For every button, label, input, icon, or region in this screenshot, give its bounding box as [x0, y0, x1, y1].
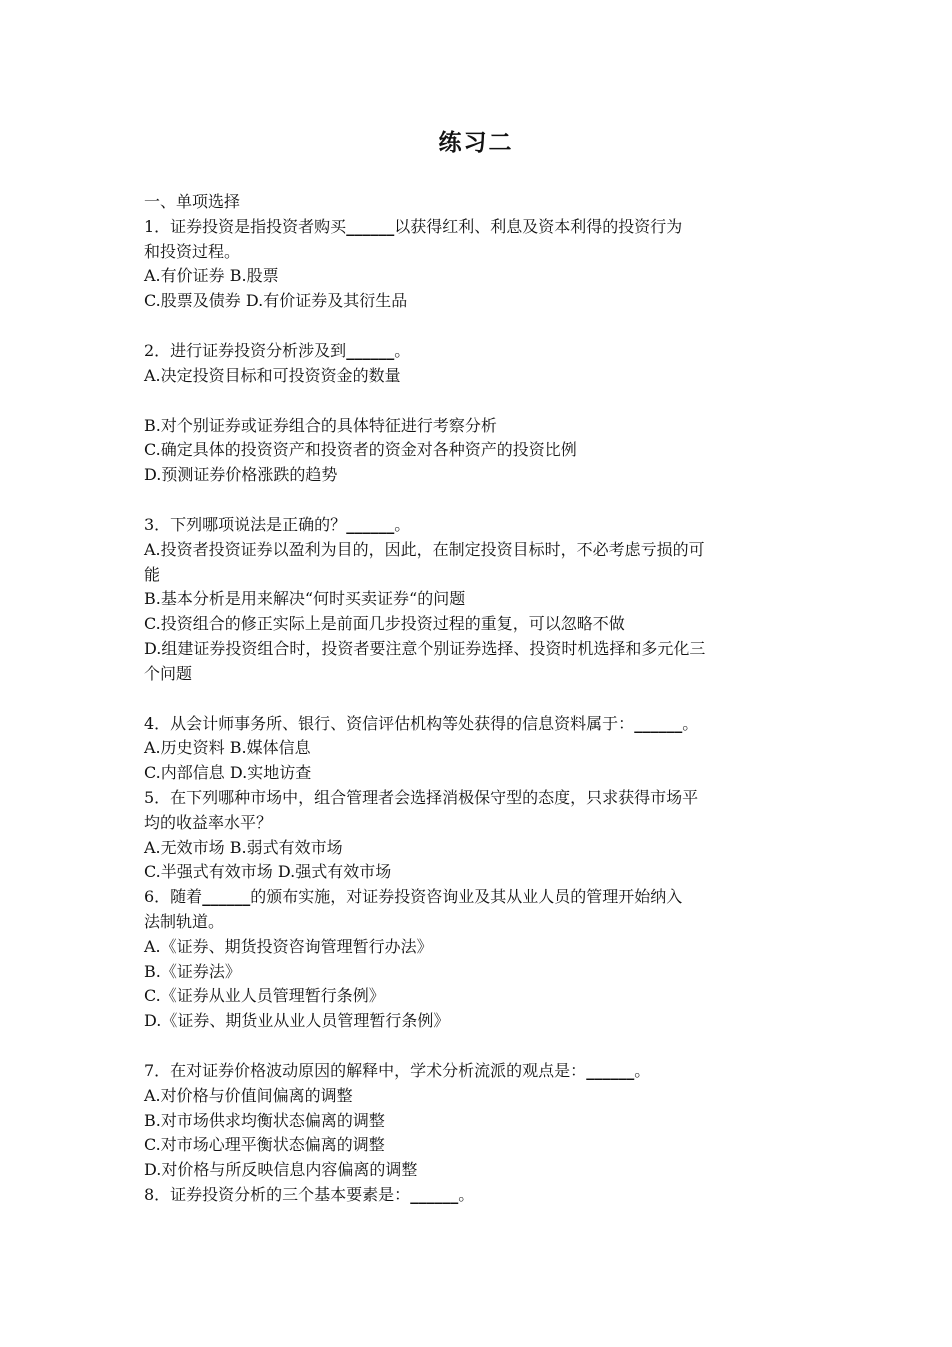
- option-line: 个问题: [144, 663, 193, 683]
- spacer: [144, 314, 812, 339]
- option-line: D.预测证券价格涨跌的趋势: [144, 465, 338, 485]
- option-line: A.对价格与价值间偏离的调整: [144, 1085, 353, 1105]
- answer-blank: ______: [634, 713, 683, 733]
- option-line: C.股票及债券 D.有价证券及其衍生品: [144, 291, 408, 311]
- option-line: D.对价格与所反映信息内容偏离的调整: [144, 1160, 418, 1180]
- answer-blank: ______: [346, 216, 395, 236]
- option-line: B.《证券法》: [144, 961, 241, 981]
- option-line: C.内部信息 D.实地访查: [144, 763, 312, 783]
- spacer: [144, 488, 812, 513]
- answer-blank: ______: [346, 514, 395, 534]
- question-stem-continued: 法制轨道。: [144, 911, 225, 931]
- option-line: A.投资者投资证券以盈利为目的，因此，在制定投资目标时，不必考虑亏损的可: [144, 539, 705, 559]
- option-line: A.有价证券 B.股票: [144, 266, 279, 286]
- exercise-content: [144, 190, 812, 1208]
- spacer: [144, 687, 812, 712]
- question-stem: 8．证券投资分析的三个基本要素是：______。: [144, 1184, 475, 1204]
- option-line: A.无效市场 B.弱式有效市场: [144, 837, 343, 857]
- question-stem: 4．从会计师事务所、银行、资信评估机构等处获得的信息资料属于：______。: [144, 713, 699, 733]
- question-stem: 7．在对证券价格波动原因的解释中，学术分析流派的观点是：______。: [144, 1060, 651, 1080]
- option-line: B.基本分析是用来解决“何时买卖证券“的问题: [144, 589, 466, 609]
- question-stem: 2．进行证券投资分析涉及到______。: [144, 340, 411, 360]
- answer-blank: ______: [346, 340, 395, 360]
- question-stem-continued: 和投资过程。: [144, 241, 241, 261]
- option-line: C.《证券从业人员管理暂行条例》: [144, 986, 385, 1006]
- option-line: A.决定投资目标和可投资资金的数量: [144, 365, 401, 385]
- page-title: 练习二: [438, 130, 514, 156]
- option-line: 能: [144, 564, 161, 584]
- option-line: C.投资组合的修正实际上是前面几步投资过程的重复，可以忽略不做: [144, 614, 625, 634]
- answer-blank: ______: [410, 1184, 459, 1204]
- question-stem: 5．在下列哪种市场中，组合管理者会选择消极保守型的态度，只求获得市场平: [144, 787, 699, 807]
- question-stem: 3．下列哪项说法是正确的？______。: [144, 514, 411, 534]
- option-line: C.半强式有效市场 D.强式有效市场: [144, 862, 392, 882]
- option-line: D.组建证券投资组合时，投资者要注意个别证券选择、投资时机选择和多元化三: [144, 638, 706, 658]
- option-line: A.历史资料 B.媒体信息: [144, 738, 311, 758]
- option-line: A.《证券、期货投资咨询管理暂行办法》: [144, 936, 433, 956]
- answer-blank: ______: [586, 1060, 635, 1080]
- option-line: C.确定具体的投资资产和投资者的资金对各种资产的投资比例: [144, 440, 577, 460]
- option-line: B.对市场供求均衡状态偏离的调整: [144, 1110, 385, 1130]
- spacer: [144, 1034, 812, 1059]
- question-stem-continued: 均的收益率水平？: [144, 812, 273, 832]
- question-stem: 6．随着______的颁布实施，对证券投资咨询业及其从业人员的管理开始纳入: [144, 887, 683, 907]
- option-line: D.《证券、期货业从业人员管理暂行条例》: [144, 1011, 450, 1031]
- answer-blank: ______: [202, 887, 251, 907]
- question-stem: 1．证券投资是指投资者购买______以获得红利、利息及资本利得的投资行为: [144, 216, 683, 236]
- option-line: B.对个别证券或证券组合的具体特征进行考察分析: [144, 415, 497, 435]
- section-heading: 一、单项选择: [144, 192, 241, 211]
- option-line: C.对市场心理平衡状态偏离的调整: [144, 1135, 385, 1155]
- spacer: [144, 389, 812, 414]
